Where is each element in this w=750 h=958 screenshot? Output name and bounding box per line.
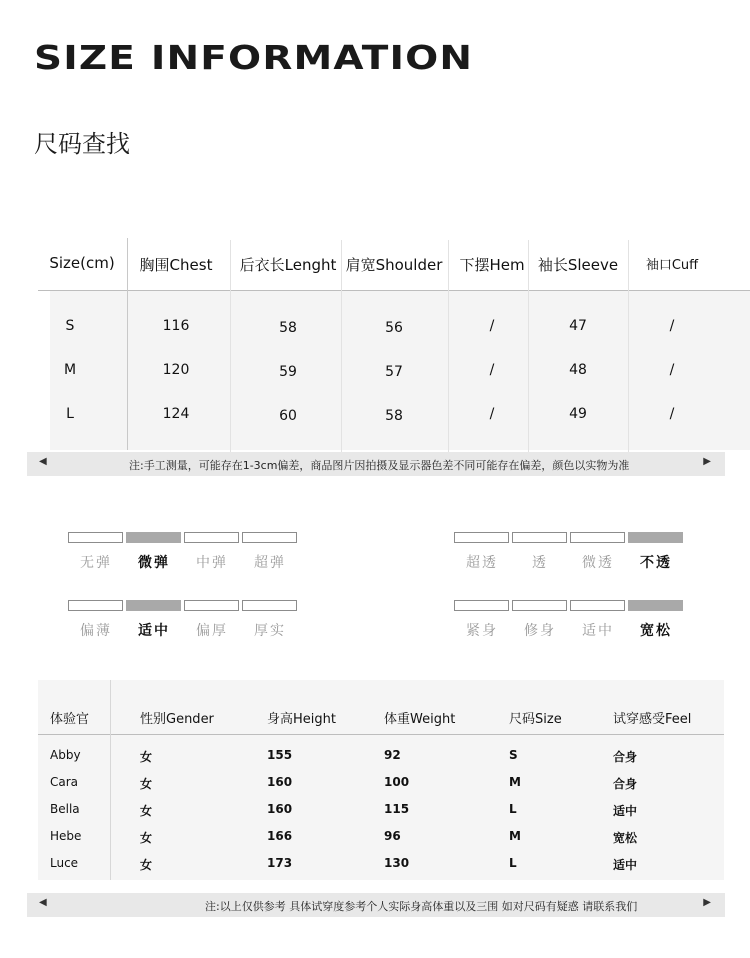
scale-segment [68, 600, 123, 611]
size-table-header: 后衣长Lenght [239, 256, 337, 274]
model-table-cell: 适中 [613, 804, 638, 818]
model-table-cell: 女 [140, 858, 153, 872]
model-table-cell: 96 [384, 829, 401, 843]
model-table-note: 注:以上仅供参考 具体试穿度参考个人实际身高体重以及三围 如对尺码有疑惑 请联系我们 [205, 900, 638, 913]
model-table-cell: 宽松 [613, 831, 638, 845]
scale-segment [126, 600, 181, 611]
size-table-header: 袖口Cuff [645, 258, 699, 273]
size-table-header-divider [38, 290, 750, 291]
scale-label: 超透 [466, 555, 498, 571]
size-table-cell: M [63, 362, 77, 378]
scale-segment [126, 532, 181, 543]
size-table-cell: 56 [385, 320, 403, 336]
size-table-header: 肩宽Shoulder [345, 256, 443, 274]
scale-label: 无弹 [80, 555, 112, 571]
size-table-note: 注:手工测量，可能存在1-3cm偏差，商品图片因拍摄及显示器色差不同可能存在偏差，颜色以实物为准 [129, 459, 630, 472]
size-table-cell: 58 [385, 408, 403, 424]
size-table-cell: 49 [569, 406, 587, 422]
scale-label: 修身 [524, 623, 556, 639]
page-title: SIZE INFORMATION [34, 38, 474, 77]
model-table-cell: L [509, 856, 517, 870]
size-table-scrollbar[interactable] [27, 452, 725, 476]
scale-label: 中弹 [196, 555, 228, 571]
scale-segment [184, 532, 239, 543]
model-table-cell: 合身 [613, 777, 638, 791]
scale-segment [454, 532, 509, 543]
model-table-cell: Luce [50, 856, 79, 870]
model-table-cell: Hebe [50, 829, 82, 843]
size-table-cell: / [489, 406, 495, 422]
scale-segment [242, 600, 297, 611]
model-table-cell: 92 [384, 748, 401, 762]
model-table-cell: 女 [140, 777, 153, 791]
model-table-cell: 160 [267, 802, 293, 816]
model-table-cell: S [509, 748, 518, 762]
size-table-cell: 124 [162, 406, 190, 422]
scale-segment [242, 532, 297, 543]
scale-segment [184, 600, 239, 611]
size-table-cell: 59 [279, 364, 297, 380]
size-table-cell: L [66, 406, 74, 422]
model-table-cell: 130 [384, 856, 410, 870]
scale-segment [628, 532, 683, 543]
scale-label: 偏薄 [80, 623, 112, 639]
model-table-cell: 女 [140, 804, 153, 818]
model-table-header: 尺码Size [509, 712, 562, 727]
model-table-cell: 160 [267, 775, 293, 789]
model-table-header: 体验官 [50, 712, 90, 727]
right-arrow-icon[interactable]: ▶ [703, 897, 711, 908]
scale-label: 适中 [138, 623, 170, 639]
size-table-header: 胸围Chest [139, 256, 213, 274]
section-subtitle: 尺码查找 [34, 130, 130, 158]
scale-segment [570, 600, 625, 611]
scale-segment [512, 600, 567, 611]
scale-label: 厚实 [254, 623, 286, 639]
right-arrow-icon[interactable]: ▶ [703, 456, 711, 467]
scale-segment [628, 600, 683, 611]
size-table-cell: S [65, 318, 75, 334]
model-table-scrollbar[interactable] [27, 893, 725, 917]
scale-label: 微弹 [138, 555, 170, 571]
size-table-header: Size(cm) [49, 254, 115, 272]
scale-label: 不透 [640, 555, 672, 571]
scale-label: 宽松 [640, 623, 672, 639]
model-table-cell: Abby [50, 748, 81, 762]
left-arrow-icon[interactable]: ◀ [39, 897, 47, 908]
model-table-cell: 155 [267, 748, 293, 762]
size-table-cell: / [669, 362, 675, 378]
model-table-cell: Bella [50, 802, 80, 816]
model-table-cell: 115 [384, 802, 410, 816]
model-table-cell: 适中 [613, 858, 638, 872]
scale-segment [512, 532, 567, 543]
model-table-cell: 173 [267, 856, 293, 870]
size-table-cell: 57 [385, 364, 403, 380]
scale-label: 微透 [582, 555, 614, 571]
size-table-cell: 48 [569, 362, 587, 378]
model-table-cell: L [509, 802, 517, 816]
model-table-cell: 166 [267, 829, 293, 843]
model-table-cell: M [509, 829, 521, 843]
model-table-cell: 100 [384, 775, 410, 789]
model-table-cell: 合身 [613, 750, 638, 764]
size-table-header: 袖长Sleeve [537, 256, 619, 274]
size-table-cell: / [489, 362, 495, 378]
scale-segment [570, 532, 625, 543]
left-arrow-icon[interactable]: ◀ [39, 456, 47, 467]
model-table-col-divider [110, 680, 111, 880]
model-table-header: 试穿感受Feel [613, 712, 692, 727]
scale-label: 适中 [582, 623, 614, 639]
model-table-cell: 女 [140, 831, 153, 845]
size-table-cell: 58 [279, 320, 297, 336]
scale-label: 紧身 [466, 623, 498, 639]
size-table-cell: / [669, 318, 675, 334]
size-table-cell: 60 [279, 408, 297, 424]
model-table-header: 性别Gender [140, 712, 214, 727]
scale-label: 透 [532, 555, 548, 571]
model-table-cell: Cara [50, 775, 79, 789]
scale-segment [68, 532, 123, 543]
scale-segment [454, 600, 509, 611]
model-table-header: 身高Height [267, 712, 336, 727]
scale-label: 超弹 [254, 555, 286, 571]
size-table-cell: 47 [569, 318, 587, 334]
model-table-cell: M [509, 775, 521, 789]
size-table-cell: / [669, 406, 675, 422]
size-table-cell: 116 [162, 318, 190, 334]
size-table-header: 下摆Hem [459, 256, 525, 274]
size-table-cell: / [489, 318, 495, 334]
size-table-cell: 120 [162, 362, 190, 378]
scale-label: 偏厚 [196, 623, 228, 639]
model-table-cell: 女 [140, 750, 153, 764]
model-table-header-divider [38, 734, 724, 735]
model-table-header: 体重Weight [384, 712, 456, 727]
